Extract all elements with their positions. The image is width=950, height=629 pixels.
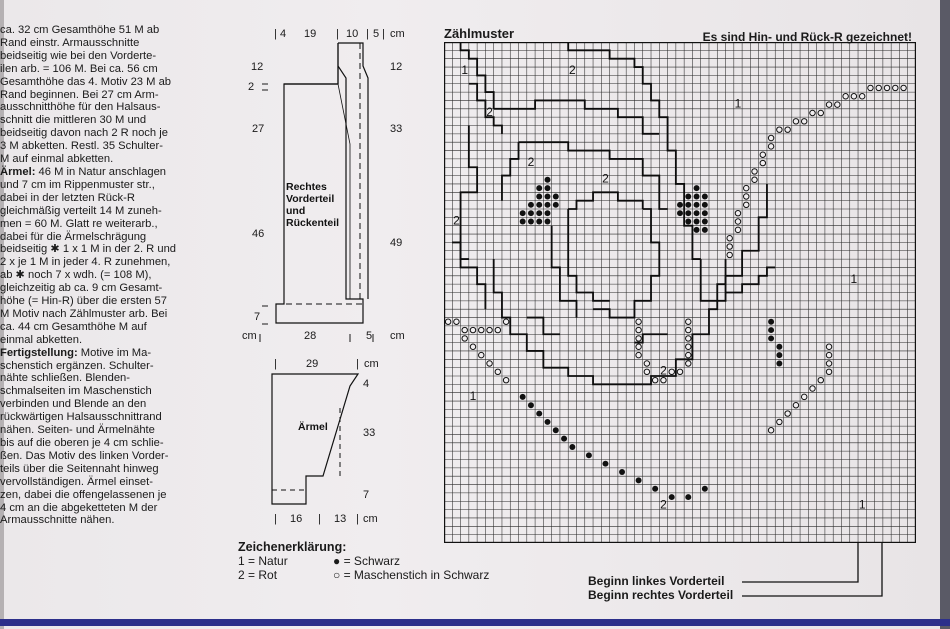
- duplicate-stitch-mark: [826, 102, 831, 107]
- body-right-dim: 33: [390, 123, 403, 135]
- black-stitch-mark: [536, 219, 542, 225]
- black-stitch-mark: [602, 461, 608, 467]
- black-stitch-mark: [619, 469, 625, 475]
- duplicate-stitch-mark: [445, 319, 450, 324]
- black-stitch-mark: [776, 360, 782, 366]
- black-stitch-mark: [528, 219, 534, 225]
- duplicate-stitch-mark: [503, 377, 508, 382]
- chart-note: Es sind Hin- und Rück-R gezeichnet!: [702, 30, 912, 44]
- duplicate-stitch-mark: [669, 369, 674, 374]
- instruction-line: höhe (= Hin-R) über die ersten 57: [0, 295, 167, 308]
- duplicate-stitch-mark: [768, 144, 773, 149]
- sleeve-bottom-dim: |: [356, 513, 359, 525]
- duplicate-stitch-mark: [818, 377, 823, 382]
- black-stitch-mark: [520, 210, 526, 216]
- instruction-line: schnitt die mittleren 30 M und: [0, 114, 147, 127]
- black-stitch-mark: [536, 193, 542, 199]
- duplicate-stitch-mark: [901, 85, 906, 90]
- aermel-text: 46 M in Natur anschlagen: [35, 165, 167, 178]
- duplicate-stitch-mark: [495, 369, 500, 374]
- duplicate-stitch-mark: [810, 110, 815, 115]
- black-stitch-mark: [776, 344, 782, 350]
- black-stitch-mark: [768, 327, 774, 333]
- duplicate-stitch-mark: [727, 235, 732, 240]
- duplicate-stitch-mark: [644, 361, 649, 366]
- garment-schematic: [238, 24, 428, 532]
- body-label: Rückenteil: [286, 217, 340, 229]
- duplicate-stitch-mark: [727, 244, 732, 249]
- sleeve-right-dim: 33: [363, 427, 376, 439]
- instruction-line: bis auf die oberen je 4 cm schlie-: [0, 437, 164, 449]
- instruction-line: verbinden und Blende an den: [0, 398, 147, 411]
- black-stitch-mark: [520, 394, 526, 400]
- body-inner-line: [338, 84, 350, 299]
- instruction-line: ab ✱ noch 7 x wdh. (= 108 M),: [0, 269, 152, 282]
- sleeve-right-dim: 7: [363, 489, 370, 501]
- black-stitch-mark: [677, 210, 683, 216]
- duplicate-stitch-mark: [793, 402, 798, 407]
- black-stitch-mark: [586, 452, 592, 458]
- body-left-dim: 46: [252, 228, 265, 240]
- region-label: 2: [602, 171, 609, 186]
- body-bottom-dim: 5: [366, 330, 373, 342]
- instruction-line: schmalseiten im Maschenstich: [0, 385, 152, 398]
- instruction-line: Rand einstr. Armausschnitte: [0, 36, 140, 49]
- black-stitch-mark: [536, 411, 542, 417]
- sleeve-outline: [272, 374, 358, 504]
- instruction-line: einmal abketten.: [0, 333, 83, 346]
- duplicate-stitch-mark: [893, 85, 898, 90]
- legend: [238, 540, 568, 582]
- region-label: 1: [850, 271, 858, 286]
- body-bottom-dim: cm: [390, 330, 405, 342]
- black-stitch-mark: [545, 219, 551, 225]
- black-stitch-mark: [669, 494, 675, 500]
- sleeve-bottom-dim: |: [274, 513, 277, 525]
- black-stitch-mark: [636, 477, 642, 483]
- instructions-text: [0, 24, 247, 527]
- duplicate-stitch-mark: [636, 344, 641, 349]
- duplicate-stitch-mark: [636, 327, 641, 332]
- duplicate-stitch-mark: [503, 319, 508, 324]
- instruction-line: ilen arb. = 106 M. Bei ca. 56 cm: [0, 62, 158, 75]
- sleeve-top-dim: 29: [306, 358, 319, 370]
- begin-left-label: Beginn linkes Vorderteil: [588, 574, 725, 588]
- page-edge-right: [940, 0, 950, 629]
- duplicate-stitch-mark: [744, 202, 749, 207]
- body-top-dim: |: [366, 28, 369, 40]
- duplicate-stitch-mark: [487, 361, 492, 366]
- duplicate-stitch-mark: [777, 419, 782, 424]
- duplicate-stitch-mark: [479, 352, 484, 357]
- black-stitch-mark: [694, 227, 700, 233]
- instruction-line: beidseitig davon nach 2 R noch je: [0, 127, 168, 140]
- black-stitch-mark: [545, 419, 551, 425]
- instruction-line: men = 60 M. Glatt re weiterarb.,: [0, 217, 158, 230]
- instruction-line: Gesamthöhe das 4. Motiv 23 M ab: [0, 75, 172, 88]
- black-stitch-mark: [702, 486, 708, 492]
- region-label: 2: [569, 63, 576, 78]
- body-bottom-dim: cm: [242, 330, 257, 342]
- sleeve-bottom-dim: 16: [290, 513, 303, 525]
- duplicate-stitch-mark: [735, 219, 740, 224]
- duplicate-stitch-mark: [636, 336, 641, 341]
- instruction-line: ausschnitthöhe für den Halsaus-: [0, 101, 161, 114]
- black-stitch-mark: [545, 185, 551, 191]
- black-stitch-mark: [545, 177, 551, 183]
- instruction-line: beidseitig wie bei den Vorderte-: [0, 49, 157, 62]
- body-label: Rechtes: [286, 181, 327, 193]
- body-left-dim: 2: [248, 81, 255, 93]
- instruction-line: dabei für die Ärmelschrägung: [0, 230, 147, 243]
- duplicate-stitch-mark: [826, 352, 831, 357]
- duplicate-stitch-mark: [727, 252, 732, 257]
- instruction-line: zen, dabei die offengelassenen je: [0, 488, 167, 501]
- duplicate-stitch-mark: [826, 361, 831, 366]
- instruction-line: beidseitig ✱ 1 x 1 M in der 2. R und: [0, 243, 177, 256]
- body-right-dim: 12: [390, 61, 403, 73]
- sleeve-top-dim: |: [356, 358, 359, 370]
- body-top-dim: 4: [280, 28, 287, 40]
- black-stitch-mark: [545, 210, 551, 216]
- legend-item: ● = Schwarz: [333, 554, 400, 568]
- duplicate-stitch-mark: [686, 344, 691, 349]
- black-stitch-mark: [545, 202, 551, 208]
- black-stitch-mark: [768, 335, 774, 341]
- black-stitch-mark: [569, 444, 575, 450]
- region-label: 2: [527, 154, 535, 169]
- instruction-line: und 7 cm im Rippenmuster str.,: [0, 178, 155, 191]
- instruction-line: rückwärtigen Halsausschnittrand: [0, 411, 162, 424]
- chart-title: Zählmuster: [444, 26, 515, 41]
- instruction-line: ßen. Das Motiv des linken Vorder-: [0, 449, 169, 462]
- duplicate-stitch-mark: [686, 327, 691, 332]
- knitting-chart: [444, 42, 916, 543]
- black-stitch-mark: [536, 202, 542, 208]
- body-label: und: [286, 205, 306, 217]
- black-stitch-mark: [545, 193, 551, 199]
- region-label: 1: [469, 388, 477, 403]
- region-label: 2: [486, 104, 493, 119]
- body-top-dim: |: [336, 28, 339, 40]
- instruction-line: schenstich ergänzen. Schulter-: [0, 359, 154, 372]
- duplicate-stitch-mark: [793, 119, 798, 124]
- duplicate-stitch-mark: [735, 227, 740, 232]
- duplicate-stitch-mark: [735, 210, 740, 215]
- duplicate-stitch-mark: [801, 119, 806, 124]
- sleeve-label: Ärmel: [298, 421, 328, 433]
- black-stitch-mark: [694, 219, 700, 225]
- black-stitch-mark: [702, 210, 708, 216]
- duplicate-stitch-mark: [884, 85, 889, 90]
- instruction-line: M auf einmal abketten.: [0, 153, 114, 166]
- black-stitch-mark: [702, 219, 708, 225]
- duplicate-stitch-mark: [777, 127, 782, 132]
- duplicate-stitch-mark: [487, 327, 492, 332]
- black-stitch-mark: [685, 210, 691, 216]
- black-stitch-mark: [694, 202, 700, 208]
- sleeve-top-dim: cm: [364, 358, 379, 370]
- instruction-line: ca. 44 cm Gesamthöhe M auf: [0, 320, 147, 333]
- black-stitch-mark: [776, 352, 782, 358]
- duplicate-stitch-mark: [686, 336, 691, 341]
- black-stitch-mark: [553, 202, 559, 208]
- instruction-line: gleichzeitig ab ca. 9 cm Gesamt-: [0, 282, 163, 295]
- legend-item: ○ = Maschenstich in Schwarz: [333, 568, 490, 582]
- black-stitch-mark: [702, 193, 708, 199]
- instruction-line: Rand beginnen. Bei 27 cm Arm-: [0, 88, 159, 101]
- body-top-dim: cm: [390, 28, 405, 40]
- duplicate-stitch-mark: [744, 194, 749, 199]
- motif-outline: [568, 209, 609, 301]
- body-right-dim: 49: [390, 237, 403, 249]
- duplicate-stitch-mark: [876, 85, 881, 90]
- body-left-dim: 12: [251, 61, 264, 73]
- duplicate-stitch-mark: [801, 394, 806, 399]
- duplicate-stitch-mark: [868, 85, 873, 90]
- duplicate-stitch-mark: [462, 327, 467, 332]
- fertig-heading: Fertigstellung:: [0, 346, 78, 359]
- sleeve-bottom-dim: cm: [363, 513, 378, 525]
- duplicate-stitch-mark: [785, 411, 790, 416]
- bottom-rule: [0, 619, 950, 626]
- duplicate-stitch-mark: [495, 327, 500, 332]
- black-stitch-mark: [536, 185, 542, 191]
- motif-outline: [552, 226, 577, 318]
- duplicate-stitch-mark: [636, 319, 641, 324]
- instruction-line: 2 x je 1 M in jeder 4. R zunehmen,: [0, 256, 171, 269]
- black-stitch-mark: [694, 185, 700, 191]
- instruction-line: gleichmäßig verteilt 14 M zuneh-: [0, 204, 162, 217]
- instruction-line: 3 M abketten. Restl. 35 Schulter-: [0, 140, 163, 153]
- instruction-line: ca. 32 cm Gesamthöhe 51 M ab: [0, 24, 160, 36]
- duplicate-stitch-mark: [760, 160, 765, 165]
- duplicate-stitch-mark: [686, 361, 691, 366]
- black-stitch-mark: [702, 227, 708, 233]
- duplicate-stitch-mark: [818, 110, 823, 115]
- duplicate-stitch-mark: [686, 352, 691, 357]
- instruction-line: teils über die Seitennaht hinweg: [0, 462, 159, 475]
- black-stitch-mark: [685, 494, 691, 500]
- body-top-dim: 5: [373, 28, 380, 40]
- start-labels: [588, 574, 733, 602]
- black-stitch-mark: [694, 193, 700, 199]
- duplicate-stitch-mark: [752, 169, 757, 174]
- black-stitch-mark: [677, 202, 683, 208]
- duplicate-stitch-mark: [462, 336, 467, 341]
- black-stitch-mark: [520, 219, 526, 225]
- legend-item: 1 = Natur: [238, 554, 288, 568]
- instruction-line: M Motiv nach Zählmuster arb. Bei: [0, 307, 168, 320]
- region-label: 2: [453, 213, 460, 228]
- black-stitch-mark: [528, 402, 534, 408]
- region-label: 2: [660, 497, 667, 512]
- region-label: 1: [461, 63, 469, 78]
- duplicate-stitch-mark: [470, 327, 475, 332]
- region-label: 1: [734, 96, 742, 111]
- duplicate-stitch-mark: [826, 344, 831, 349]
- duplicate-stitch-mark: [851, 94, 856, 99]
- aermel-heading: Ärmel:: [0, 165, 36, 178]
- black-stitch-mark: [652, 486, 658, 492]
- body-label: Vorderteil: [286, 193, 335, 205]
- instruction-line: vervollständigen. Ärmel einset-: [0, 475, 153, 488]
- body-outline: [284, 43, 338, 84]
- instruction-line: nähte schließen. Blenden-: [0, 372, 130, 385]
- grid-lines: [444, 42, 916, 543]
- duplicate-stitch-mark: [470, 344, 475, 349]
- instruction-line: dabei in der letzten Rück-R: [0, 191, 135, 204]
- black-stitch-mark: [694, 210, 700, 216]
- duplicate-stitch-mark: [752, 177, 757, 182]
- duplicate-stitch-mark: [835, 102, 840, 107]
- duplicate-stitch-mark: [859, 94, 864, 99]
- duplicate-stitch-mark: [843, 94, 848, 99]
- body-left-dim: 27: [252, 123, 265, 135]
- black-stitch-mark: [536, 210, 542, 216]
- start-arrows: [740, 540, 890, 602]
- black-stitch-mark: [553, 427, 559, 433]
- sleeve-bottom-dim: |: [318, 513, 321, 525]
- duplicate-stitch-mark: [677, 369, 682, 374]
- body-top-dim: |: [382, 28, 385, 40]
- black-stitch-mark: [768, 319, 774, 325]
- black-stitch-mark: [702, 202, 708, 208]
- duplicate-stitch-mark: [454, 319, 459, 324]
- duplicate-stitch-mark: [760, 152, 765, 157]
- instruction-line: 4 cm an die abgeketteten M der: [0, 501, 158, 514]
- black-stitch-mark: [685, 219, 691, 225]
- instruction-line: nähen. Seiten- und Ärmelnähte: [0, 424, 155, 437]
- duplicate-stitch-mark: [826, 369, 831, 374]
- duplicate-stitch-mark: [810, 386, 815, 391]
- sleeve-top-dim: |: [274, 358, 277, 370]
- region-label: 1: [858, 497, 866, 512]
- legend-item: 2 = Rot: [238, 568, 278, 582]
- duplicate-stitch-mark: [768, 135, 773, 140]
- duplicate-stitch-mark: [686, 319, 691, 324]
- duplicate-stitch-mark: [636, 352, 641, 357]
- black-stitch-mark: [553, 193, 559, 199]
- begin-right-label: Beginn rechtes Vorderteil: [588, 588, 734, 602]
- region-label: 2: [660, 363, 667, 378]
- duplicate-stitch-mark: [661, 377, 666, 382]
- duplicate-stitch-mark: [652, 377, 657, 382]
- body-bottom-dim: 28: [304, 330, 317, 342]
- body-top-dim: 19: [304, 28, 317, 40]
- sleeve-bottom-dim: 13: [334, 513, 347, 525]
- legend-title: Zeichenerklärung:: [238, 540, 347, 554]
- duplicate-stitch-mark: [479, 327, 484, 332]
- body-left-dim: 7: [254, 311, 261, 323]
- body-top-dim: 10: [346, 28, 359, 40]
- fertig-text: Motive im Ma-: [77, 346, 152, 359]
- duplicate-stitch-mark: [744, 185, 749, 190]
- black-stitch-mark: [528, 210, 534, 216]
- black-stitch-mark: [528, 202, 534, 208]
- duplicate-stitch-mark: [644, 369, 649, 374]
- black-stitch-mark: [561, 436, 567, 442]
- body-top-dim: |: [274, 28, 277, 40]
- instruction-line: Armausschnitte nähen.: [0, 514, 115, 527]
- duplicate-stitch-mark: [768, 428, 773, 433]
- black-stitch-mark: [685, 202, 691, 208]
- duplicate-stitch-mark: [785, 127, 790, 132]
- black-stitch-mark: [685, 193, 691, 199]
- sleeve-right-dim: 4: [363, 378, 370, 390]
